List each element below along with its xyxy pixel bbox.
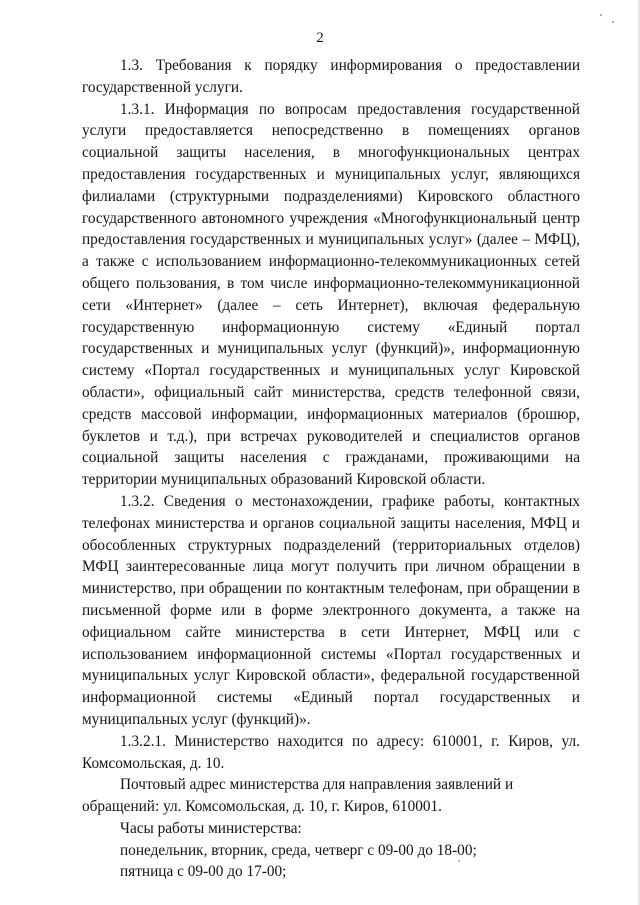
office-hours-heading: Часы работы министерства: — [120, 819, 302, 837]
scan-speck — [458, 860, 460, 862]
office-hours-line: понедельник, вторник, среда, четверг с 09-00 до 18-00; — [120, 841, 477, 859]
document-body — [82, 55, 580, 883]
scan-speck — [612, 21, 614, 23]
postal-address-paragraph: Почтовый адрес министерства для направления заявлений и обращений: ул. Комсомольская, д. 10, г. Киров, 610001. — [82, 776, 514, 816]
paragraph-1-3-1: 1.3.1. Информация по вопросам предоставления государственной услуги предоставляется непосредственно в помещениях органов социальной защиты населения, в многофункциональных центрах предоставления государственных и муниципальных услуг, являющихся филиалами (структурными подразделениями) Кировского областного государственного автономного учреждения «Многофункциональный центр предоставления государственных и муниципальных услуг» (далее – МФЦ), а также с использованием информационно-телекоммуникационных сетей общего пользования, в том числе информационно-телекоммуникационной сети «Интернет» (далее – сеть Интернет), включая федеральную государственную информационную систему «Единый портал государственных и муниципальных услуг (функций)», информационную систему «Портал государственных и муниципальных услуг Кировской области», официальный сайт министерства, средств телефонной связи, средств массовой информации, информационных материалов (брошюр, буклетов и т.д.), при встречах руководителей и специалистов органов социальной защиты населения с гражданами, проживающими на территории муниципальных образований Кировской области. — [82, 100, 580, 489]
scan-speck — [600, 14, 602, 16]
paragraph-1-3-2-1: 1.3.2.1. Министерство находится по адресу: 610001, г. Киров, ул. Комсомольская, д. 10. — [82, 732, 580, 772]
office-hours-line: пятница с 09-00 до 17-00; — [120, 863, 287, 881]
paragraph-1-3-2: 1.3.2. Сведения о местонахождении, графике работы, контактных телефонах министерства и органов социальной защиты населения, МФЦ и обособленных структурных подразделений (территориальных отделов) МФЦ заинтересованные лица могут получить при личном обращении в министерство, при обращении по контактным телефонам, при обращении в письменной форме или в форме электронного документа, а также на официальном сайте министерства в сети Интернет, МФЦ или с использованием информационной системы «Портал государственных и муниципальных услуг Кировской области», федеральной государственной информационной системы «Единый портал государственных и муниципальных услуг (функций)». — [82, 492, 580, 728]
section-heading-1-3: 1.3. Требования к порядку информирования о предоставлении государственной услуги. — [82, 57, 580, 96]
page-number: 2 — [316, 30, 324, 46]
